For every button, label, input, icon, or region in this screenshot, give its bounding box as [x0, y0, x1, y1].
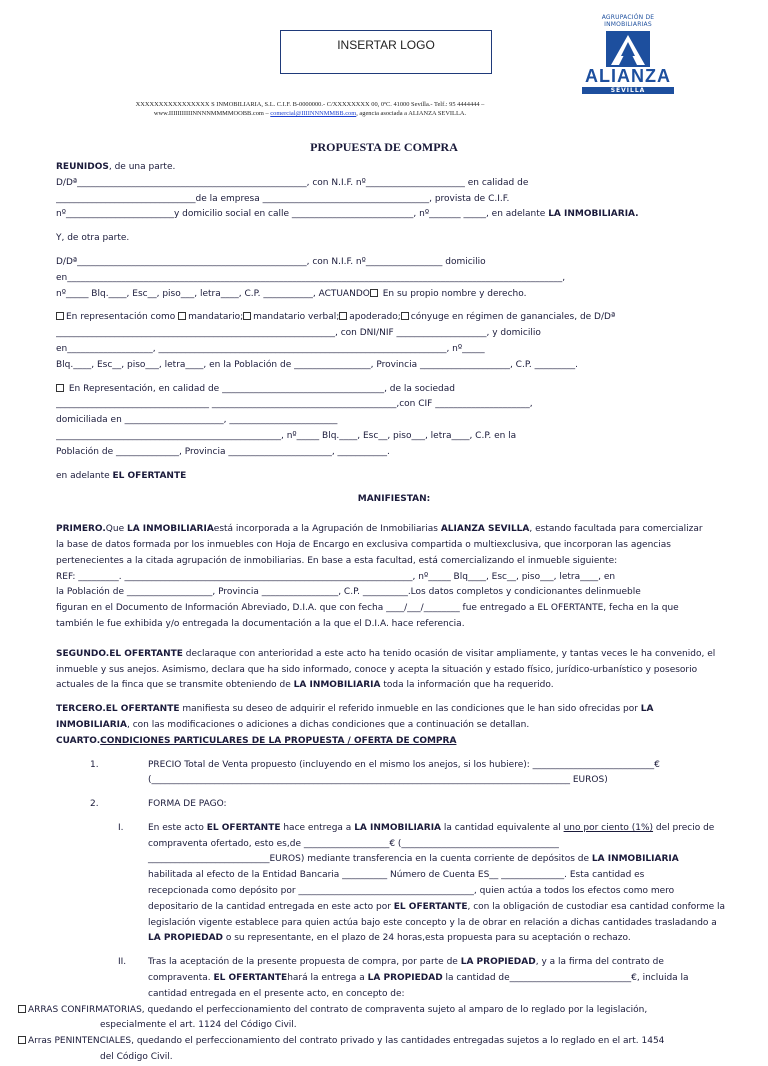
- form-line[interactable]: en______________________________________________________________________________________________________________,: [56, 272, 566, 283]
- form-line[interactable]: [56, 287, 732, 303]
- form-text: apoderado;: [349, 312, 401, 323]
- list-number: 2.: [90, 799, 99, 810]
- representation-company-line[interactable]: [56, 382, 732, 398]
- reunidos-label: REUNIDOS: [56, 162, 109, 172]
- text: toda la información que ha requerido.: [380, 680, 554, 691]
- paragraph-line: inmueble y sus anejos. Asimismo, declara que ha sido informado, conoce y acepta la situación y estado físico, jurídico-urbanístico y posesorio: [56, 664, 698, 675]
- alianza-a-icon: [605, 30, 651, 68]
- paragraph-line: del Código Civil.: [100, 1052, 173, 1063]
- ofertante-label: EL OFERTANTE: [206, 822, 281, 833]
- otra-parte-line: Y, de otra parte.: [56, 233, 130, 244]
- form-line[interactable]: [56, 207, 732, 223]
- checkbox[interactable]: [56, 384, 64, 392]
- text: está incorporada a la Agrupación de Inmobiliarias: [213, 524, 441, 535]
- propiedad-label: LA PROPIEDAD: [148, 933, 224, 944]
- form-line[interactable]: recepcionada como depósito por _______________________________________, quien actúa a todos los efectos como mero: [148, 886, 675, 897]
- paragraph-line: también le fue exhibida y/o entregada la documentación a la que el D.I.A. hace referencia.: [56, 618, 465, 629]
- form-line[interactable]: en___________________, ________________________________________________________________, nº_____: [56, 343, 485, 354]
- text: Tras la aceptación de la presente propuesta de compra, por parte de: [148, 957, 461, 968]
- alianza-logo: [578, 14, 678, 100]
- roman-number: I.: [118, 822, 124, 833]
- representation-line[interactable]: [56, 310, 732, 326]
- conditions-heading: CONDICIONES PARTICULARES DE LA PROPUESTA / OFERTA DE COMPRA: [100, 735, 457, 746]
- form-line[interactable]: compraventa ofertado, esto es,de ___________________€ (___________________________________: [148, 838, 559, 849]
- logo-placeholder: INSERTAR LOGO: [280, 30, 492, 74]
- form-line[interactable]: _______________________________de la empresa _____________________________________, provista de C.I.F.: [56, 193, 510, 204]
- propiedad-label: LA PROPIEDAD: [460, 957, 536, 968]
- form-line[interactable]: REF: _________. ________________________________________________________________, nº_____ Blq____, Esc__, piso___, letra____, en: [56, 571, 616, 582]
- inmobiliaria-label: LA INMOBILIARIA.: [548, 209, 639, 220]
- checkbox[interactable]: [243, 312, 251, 320]
- text: hace entrega a: [280, 822, 355, 833]
- checkbox[interactable]: [370, 289, 378, 297]
- paragraph-line: [56, 718, 732, 734]
- precio-line[interactable]: [56, 758, 732, 774]
- paragraph-line: [56, 900, 732, 916]
- ofertante-label: EL OFERTANTE: [112, 470, 187, 481]
- form-text: nº_____ Blq.____, Esc__, piso___, letra____, C.P. ___________, ACTUANDO: [56, 288, 370, 299]
- paragraph-line: [56, 678, 732, 694]
- primero-line: [56, 522, 732, 538]
- form-line[interactable]: [56, 971, 732, 987]
- form-text: En Representación, en calidad de ____________________________________, de la sociedad: [66, 383, 455, 394]
- company-info: [60, 100, 560, 118]
- form-text: PRECIO Total de Venta propuesto (incluyendo en el mismo los anejos, si los hubiere): ___________________________€: [148, 759, 660, 770]
- checkbox[interactable]: [56, 312, 64, 320]
- precio-words-line[interactable]: (_____________________________________________________________________________________________ EUROS): [148, 775, 608, 786]
- form-line[interactable]: habilitada al efecto de la Entidad Bancaria __________ Número de Cuenta ES__ ______________. Esta cantidad es: [148, 870, 645, 881]
- pago-i-line: [56, 821, 732, 837]
- checkbox[interactable]: [178, 312, 186, 320]
- forma-pago-line: [56, 797, 732, 813]
- inmobiliaria-label: LA INMOBILIARIA: [354, 822, 442, 833]
- propiedad-label: LA PROPIEDAD: [367, 973, 443, 984]
- ofertante-label: EL OFERTANTE: [109, 648, 183, 659]
- cuarto-line: [56, 734, 732, 750]
- text: depositario de la cantidad entregada en este acto por: [148, 901, 394, 912]
- paragraph-line: legislación vigente establece para quien actúa bajo este concepto y la de obrar en relación a dichas cantidades trasladando a: [148, 917, 717, 928]
- text: hará la entrega a: [287, 973, 368, 984]
- manifiestan-heading: MANIFIESTAN:: [357, 494, 431, 505]
- form-line[interactable]: [56, 852, 732, 868]
- text: ___________________________EUROS) mediante transferencia en la cuenta corriente de depósitos de: [148, 854, 592, 865]
- form-line[interactable]: D/Dª___________________________________________________, con N.I.F. nº_________________ domicilio: [56, 256, 486, 267]
- text: Arras PENINTENCIALES, quedando el perfeccionamiento del contrato privado y las cantidades entregadas sujetos a lo reglado en el art. 1454: [28, 1036, 665, 1047]
- tercero-label: TERCERO.: [56, 704, 106, 715]
- forma-pago-label: FORMA DE PAGO:: [148, 799, 227, 810]
- text: ARRAS CONFIRMATORIAS, quedando el perfeccionamiento del contrato de compraventa sujeto al amparo de lo reglado por la legislación,: [28, 1004, 648, 1015]
- text: la cantidad equivalente al: [441, 822, 564, 833]
- brand-name: ALIANZA: [585, 66, 671, 86]
- form-line[interactable]: ______________________________________________________________, con DNI/NIF ____________________, y domicilio: [56, 328, 541, 339]
- company-agency: , agencia asociada a ALIANZA SEVILLA.: [356, 110, 467, 117]
- cuarto-label: CUARTO.: [56, 735, 101, 746]
- form-line[interactable]: __________________________________ _________________________________________,con CIF _____________________,: [56, 399, 533, 410]
- ofertante-line: [56, 469, 732, 485]
- text: actuales de la finca que se transmite obteniendo de: [56, 680, 294, 691]
- text: del precio de: [653, 822, 715, 833]
- form-text: en adelante: [56, 470, 113, 481]
- segundo-label: SEGUNDO.: [56, 648, 110, 659]
- form-line[interactable]: D/Dª___________________________________________________, con N.I.F. nº______________________ en calidad de: [56, 177, 529, 188]
- ofertante-label: EL OFERTANTE: [213, 973, 288, 984]
- text: , con la obligación de custodiar esa cantidad conforme la: [467, 901, 726, 912]
- form-line[interactable]: Blq.____, Esc__, piso___, letra____, en la Población de _________________, Provincia ____________________, C.P. _________.: [56, 359, 578, 370]
- ofertante-label: EL OFERTANTE: [393, 901, 468, 912]
- checkbox[interactable]: [18, 1036, 26, 1044]
- ofertante-label: EL OFERTANTE: [105, 704, 180, 715]
- inmobiliaria-label: LA INMOBILIARIA: [591, 854, 679, 865]
- document-title: PROPUESTA DE COMPRA: [310, 140, 458, 154]
- reunidos-line: [56, 160, 732, 176]
- company-line-2: [60, 109, 560, 118]
- inmobiliaria-label: INMOBILIARIA: [56, 719, 127, 730]
- paragraph-line: la base de datos formada por los inmuebles con Hoja de Encargo en exclusiva compartida o multiexclusiva, que incorporan las agencias: [56, 539, 671, 550]
- reunidos-text: , de una parte.: [108, 162, 176, 172]
- text: LA: [640, 704, 654, 715]
- text: o su representante, en el plazo de 24 horas,esta propuesta para su aceptación o rechazo.: [223, 933, 631, 944]
- text: declaraque con anterioridad a este acto ha tenido ocasión de visitar ampliamente, y tantas veces le ha convenido, el: [182, 648, 716, 659]
- checkbox[interactable]: [401, 312, 409, 320]
- text: compraventa.: [148, 973, 214, 984]
- form-line[interactable]: figuran en el Documento de Información Abreviado, D.I.A. que con fecha ____/___/________ fue entregado a EL OFERTANTE, fecha en la que: [56, 603, 679, 614]
- company-line-1: XXXXXXXXXXXXXXXX S INMOBILIARIA, S.L. C.I.F. B-0000000.- C/XXXXXXXX 00, 0ºC. 41000 Sevilla.- Telf.: 95 4444444 –: [135, 101, 485, 108]
- text: En este acto: [148, 822, 207, 833]
- document-body: [28, 160, 732, 1066]
- form-text: En su propio nombre y derecho.: [379, 288, 527, 299]
- brand-city: SEVILLA: [582, 87, 674, 94]
- text: manifiesta su deseo de adquirir el referido inmueble en las condiciones que le han sido ofrecidas por: [179, 704, 641, 715]
- alianza-label: ALIANZA SEVILLA: [440, 524, 530, 535]
- segundo-line: [56, 647, 732, 663]
- form-line[interactable]: __________________________________________________, nº_____ Blq.____, Esc__, piso___, letra____, C.P. en la: [56, 430, 517, 441]
- paragraph-line: [56, 931, 732, 947]
- paragraph-line: pertenecientes a la citada agrupación de inmobiliarias. En base a esta facultad, está comercializando el inmueble siguiente:: [56, 555, 618, 566]
- primero-label: PRIMERO.: [56, 524, 106, 535]
- text: , con las modificaciones o adiciones a dichas condiciones que a continuación se detallan.: [127, 719, 530, 730]
- text: Que: [105, 524, 127, 535]
- pago-ii-line: [56, 955, 732, 971]
- form-text: cónyuge en régimen de gananciales, de D/Dª: [410, 312, 616, 323]
- paragraph-line: cantidad entregada en el presente acto, en concepto de:: [148, 988, 405, 999]
- roman-number: II.: [118, 957, 127, 968]
- text: la cantidad de___________________________€, incluida la: [442, 973, 689, 984]
- tercero-line: [56, 702, 732, 718]
- form-text: En representación como: [66, 312, 179, 323]
- brand-super: AGRUPACIÓN DE INMOBILIARIAS: [601, 14, 655, 28]
- text: , estando facultada para comercializar: [529, 524, 703, 535]
- inmobiliaria-label: LA INMOBILIARIA: [126, 524, 214, 535]
- form-line[interactable]: Población de ______________, Provincia _______________________, ___________.: [56, 446, 390, 457]
- company-email-link[interactable]: comercial@IIIINNNMMBB.com: [270, 110, 357, 117]
- arras-confirmatorias-option[interactable]: [18, 1003, 732, 1019]
- form-text: nº________________________y domicilio social en calle ___________________________, nº_______ _____, en adelante: [56, 209, 549, 220]
- list-number: 1.: [90, 759, 99, 770]
- company-web: www.IIIIIIIIIIINNNNMMMMOOBB.com –: [153, 110, 269, 117]
- paragraph-line: especialmente el art. 1124 del Código Civil.: [100, 1020, 297, 1031]
- inmobiliaria-label: LA INMOBILIARIA: [293, 680, 381, 691]
- form-line[interactable]: domiciliada en ______________________, ________________________: [56, 415, 338, 426]
- checkbox[interactable]: [18, 1005, 26, 1013]
- form-text: mandatario verbal;: [253, 312, 340, 323]
- percent-text: uno por ciento (1%): [563, 822, 654, 833]
- form-text: mandatario;: [188, 312, 244, 323]
- form-line[interactable]: la Población de ___________________, Provincia _________________, C.P. __________.Los datos completos y condicionantes delinmueble: [56, 587, 641, 598]
- checkbox[interactable]: [339, 312, 347, 320]
- arras-penitenciales-option[interactable]: [18, 1034, 732, 1050]
- text: , y a la firma del contrato de: [535, 957, 664, 968]
